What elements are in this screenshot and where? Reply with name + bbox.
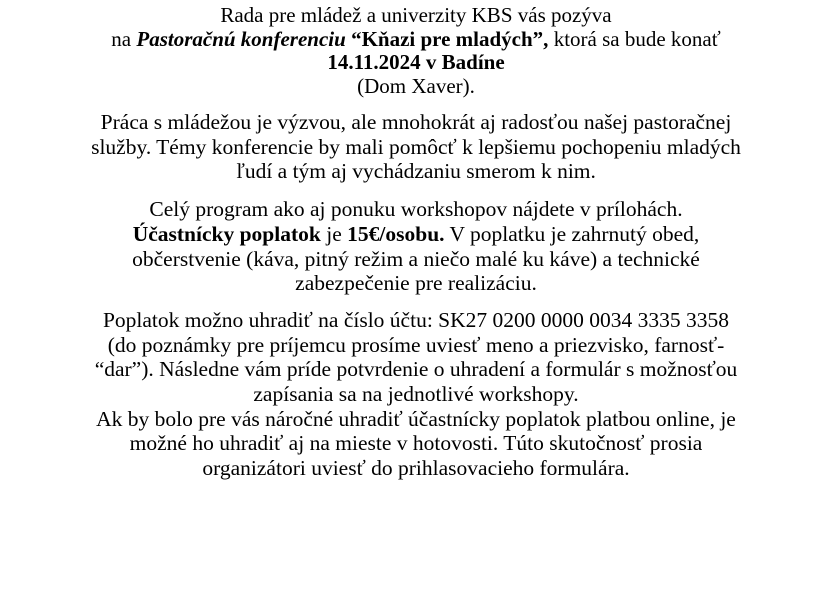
payment-line: “dar”). Následne vám príde potvrdenie o uhradení a formulár s možnosťou (94, 357, 738, 382)
intro-line: Práca s mládežou je výzvou, ale mnohokrát aj radosťou našej pastoračnej (100, 110, 732, 134)
fee-label: Účastnícky poplatok (132, 221, 321, 246)
payment-line: zapísania sa na jednotlivé workshopy. (253, 382, 579, 407)
invitation-suffix: ktorá sa bude konať (548, 26, 721, 51)
invitation-line (0, 28, 832, 52)
event-date-place: 14.11.2024 v Badíne (327, 50, 505, 74)
payment-line: možné ho uhradiť aj na mieste v hotovosti. Túto skutočnosť prosia (129, 431, 703, 456)
fee-connector: je (320, 221, 348, 246)
invitation-line: Rada pre mládež a univerzity KBS vás pozýva (220, 3, 612, 27)
invitation-prefix: na (111, 26, 137, 51)
payment-account-line: Poplatok možno uhradiť na číslo účtu: SK27 0200 0000 0034 3335 3358 (102, 307, 730, 332)
intro-line: ľudí a tým aj vychádzaniu smerom k nim. (236, 159, 596, 184)
fee-amount: 15€/osobu. (347, 221, 445, 246)
conference-title: “Kňazi pre mladých”, (345, 26, 549, 51)
payment-line: Ak by bolo pre vás náročné uhradiť účastnícky poplatok platbou online, je (96, 406, 736, 431)
intro-paragraph (0, 110, 832, 184)
payment-paragraph (0, 308, 832, 481)
program-line: Celý program ako aj ponuku workshopov nájdete v prílohách. (149, 197, 683, 222)
payment-line: (do poznámky pre príjemcu prosíme uviesť meno a priezvisko, farnosť- (107, 332, 725, 357)
intro-line: služby. Témy konferencie by mali pomôcť k lepšiemu pochopeniu mladých (91, 134, 741, 159)
fee-line (0, 222, 832, 247)
fee-rest: V poplatku je zahrnutý obed, (444, 221, 700, 246)
program-line: občerstvenie (káva, pitný režim a niečo malé ku káve) a technické (132, 246, 700, 271)
program-line: zabezpečenie pre realizáciu. (295, 271, 537, 296)
payment-line: organizátori uviesť do prihlasovacieho formulára. (202, 456, 630, 481)
invitation-paragraph (0, 4, 832, 98)
program-paragraph (0, 197, 832, 296)
event-venue: (Dom Xaver). (357, 73, 475, 98)
conference-name: Pastoračnú konferenciu (136, 26, 346, 51)
